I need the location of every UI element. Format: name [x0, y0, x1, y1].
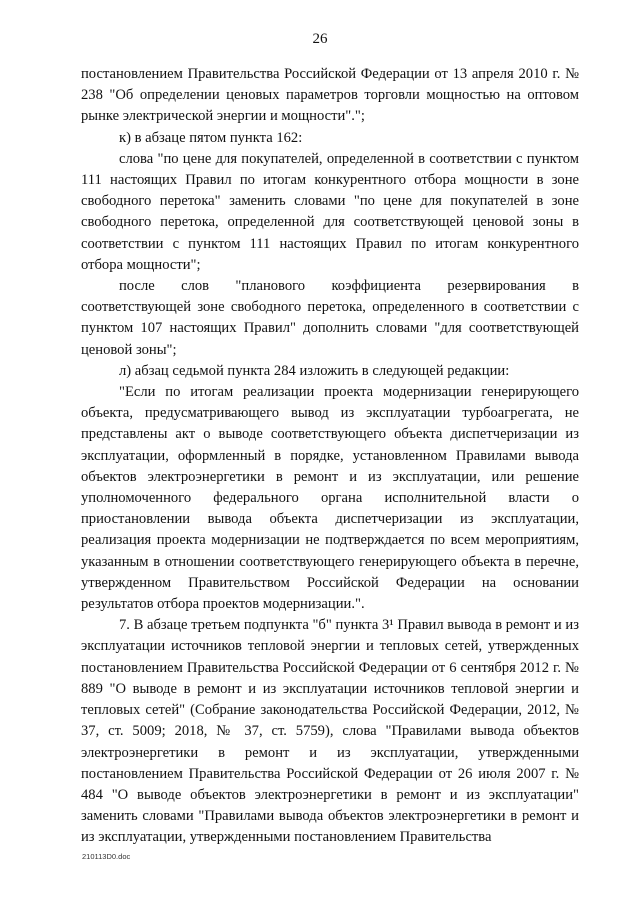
document-body [81, 64, 579, 849]
paragraph-new-wording: "Если по итогам реализации проекта модернизации генерирующего объекта, предусматривающего вывод из эксплуатации турбоагрегата, не представлены акт о выводе соответствующего объекта диспетчеризации из эксплуатации, оформленный в порядке, установленном Правилами вывода объектов электроэнергетики в ремонт и из эксплуатации, или решение уполномоченного федерального органа исполнительной власти о приостановлении вывода объекта диспетчеризации из эксплуатации, реализация проекта модернизации не подтверждается по всем мероприятиям, указанным в отношении соответствующего генерирующего объекта в перечне, утвержденном Правительством Российской Федерации на основании результатов отбора проектов модернизации.". [81, 384, 579, 613]
paragraph-item-7: 7. В абзаце третьем подпункта "б" пункта 3¹ Правил вывода в ремонт и из эксплуатации источников тепловой энергии и тепловых сетей, утвержденных постановлением Правительства Российской Федерации от 6 сентября 2012 г. № 889 "О выводе в ремонт и из эксплуатации источников тепловой энергии и тепловых сетей" (Собрание законодательства Российской Федерации, 2012, № 37, ст. 5009; 2018, № 37, ст. 5759), слова "Правилами вывода объектов электроэнергетики в ремонт и из эксплуатации, утвержденными постановлением Правительства Российской Федерации от 26 июля 2007 г. № 484 "О выводе объектов электроэнергетики в ремонт и из эксплуатации" заменить словами "Правилами вывода объектов электроэнергетики в ремонт и из эксплуатации, утвержденными постановлением Правительства [81, 617, 579, 846]
paragraph-replace-words: слова "по цене для покупателей, определенной в соответствии с пунктом 111 настоящих Правил по итогам конкурентного отбора мощности в зоне свободного перетока" заменить словами "по цене для покупателей в зоне свободного перетока, определенной для соответствующей ценовой зоны в соответствии с пунктом 111 настоящих Правил по итогам конкурентного отбора мощности"; [81, 150, 579, 273]
page-number: 26 [312, 31, 328, 47]
paragraph-add-words: после слов "планового коэффициента резервирования в соответствующей зоне свободного перетока, определенного в соответствии с пунктом 107 настоящих Правил" дополнить словами "для соответствующей ценовой зоны"; [81, 278, 579, 358]
paragraph-item-k: к) в абзаце пятом пункта 162: [119, 129, 303, 146]
document-footer: 210113D0.doc [82, 852, 131, 861]
paragraph-continuation: постановлением Правительства Российской Федерации от 13 апреля 2010 г. № 238 "Об определении ценовых параметров торговли мощностью на оптовом рынке электрической энергии и мощности"."; [81, 66, 579, 125]
paragraph-item-l: л) абзац седьмой пункта 284 изложить в следующей редакции: [119, 362, 510, 379]
